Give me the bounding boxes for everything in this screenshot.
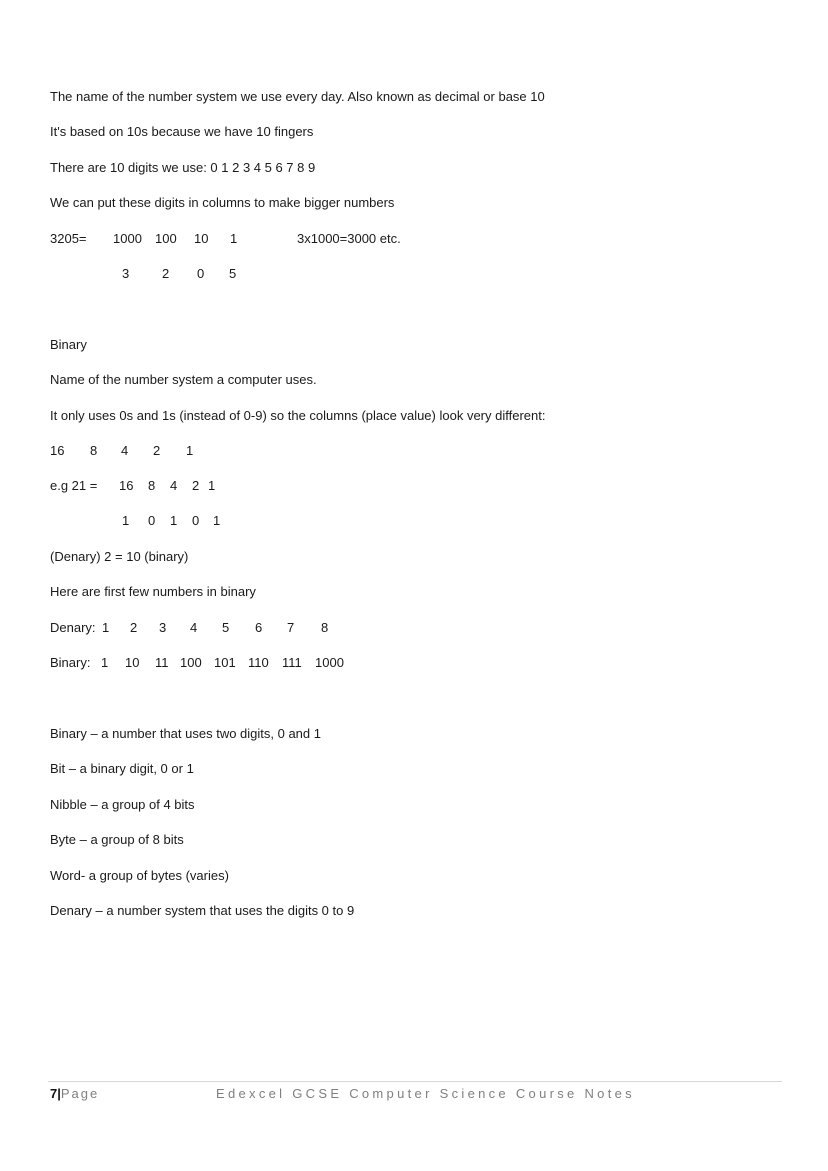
binary-heading: Binary xyxy=(50,337,87,352)
denary-row-value: 4 xyxy=(190,620,198,635)
binary-intro-line: Name of the number system a computer uses. xyxy=(50,372,317,387)
page-label: Page xyxy=(60,1086,100,1101)
denary-columns-line: We can put these digits in columns to make bigger numbers xyxy=(50,195,395,210)
definition-byte: Byte – a group of 8 bits xyxy=(50,832,184,847)
binary-row-value: 1 xyxy=(101,655,109,670)
definition-word: Word- a group of bytes (varies) xyxy=(50,868,229,883)
binary-example-column: 16 xyxy=(119,478,134,493)
page-number: 7 xyxy=(50,1086,58,1101)
binary-row-value: 10 xyxy=(125,655,140,670)
binary-column-header: 8 xyxy=(90,443,98,458)
denary-example-note: 3x1000=3000 etc. xyxy=(297,231,401,246)
binary-example-bit: 1 xyxy=(122,513,130,528)
denary-row-label: Denary: xyxy=(50,620,96,635)
binary-example-bit: 0 xyxy=(148,513,156,528)
binary-example-column: 1 xyxy=(208,478,216,493)
binary-example-bit: 1 xyxy=(213,513,221,528)
binary-row-value: 111 xyxy=(282,655,302,670)
binary-example-bit: 0 xyxy=(192,513,200,528)
binary-row-label: Binary: xyxy=(50,655,91,670)
binary-column-header: 4 xyxy=(121,443,129,458)
denary-digit: 0 xyxy=(197,266,205,281)
page-footer xyxy=(50,1086,99,1102)
binary-columns-line: It only uses 0s and 1s (instead of 0-9) so the columns (place value) look very different: xyxy=(50,408,546,423)
denary-intro-line: The name of the number system we use every day. Also known as decimal or base 10 xyxy=(50,89,545,104)
binary-row-value: 101 xyxy=(214,655,236,670)
denary-digit: 3 xyxy=(122,266,130,281)
denary-digits-line: There are 10 digits we use: 0 1 2 3 4 5 6 7 8 9 xyxy=(50,160,316,175)
denary-column-header: 100 xyxy=(155,231,177,246)
denary-row-value: 6 xyxy=(255,620,263,635)
denary-row-value: 1 xyxy=(102,620,110,635)
denary-row-value: 5 xyxy=(222,620,230,635)
page-separator: | xyxy=(57,1086,61,1101)
denary-column-header: 10 xyxy=(194,231,209,246)
binary-row-value: 100 xyxy=(180,655,202,670)
denary-example-lhs: 3205= xyxy=(50,231,87,246)
binary-column-header: 2 xyxy=(153,443,161,458)
definition-nibble: Nibble – a group of 4 bits xyxy=(50,797,195,812)
definition-bit: Bit – a binary digit, 0 or 1 xyxy=(50,761,194,776)
denary-row-value: 8 xyxy=(321,620,329,635)
footer-rule xyxy=(48,1081,782,1082)
binary-example-lhs: e.g 21 = xyxy=(50,478,98,493)
denary-digit: 5 xyxy=(229,266,237,281)
binary-row-value: 110 xyxy=(248,655,269,670)
binary-example-column: 4 xyxy=(170,478,178,493)
binary-first-numbers-intro: Here are first few numbers in binary xyxy=(50,584,256,599)
binary-row-value: 1000 xyxy=(315,655,344,670)
course-title: Edexcel GCSE Computer Science Course Notes xyxy=(216,1086,635,1101)
denary-row-value: 2 xyxy=(130,620,138,635)
definition-denary: Denary – a number system that uses the digits 0 to 9 xyxy=(50,903,355,918)
denary-digit: 2 xyxy=(162,266,170,281)
denary-fingers-line: It's based on 10s because we have 10 fingers xyxy=(50,124,314,139)
denary-row-value: 7 xyxy=(287,620,295,635)
binary-row-value: 11 xyxy=(155,655,169,670)
binary-example-column: 8 xyxy=(148,478,156,493)
denary-column-header: 1000 xyxy=(113,231,142,246)
binary-example-bit: 1 xyxy=(170,513,178,528)
binary-column-header: 16 xyxy=(50,443,65,458)
binary-column-header: 1 xyxy=(186,443,194,458)
denary-column-header: 1 xyxy=(230,231,238,246)
denary-row-value: 3 xyxy=(159,620,167,635)
definition-binary: Binary – a number that uses two digits, 0 and 1 xyxy=(50,726,321,741)
binary-example-column: 2 xyxy=(192,478,200,493)
binary-equivalence-line: (Denary) 2 = 10 (binary) xyxy=(50,549,189,564)
